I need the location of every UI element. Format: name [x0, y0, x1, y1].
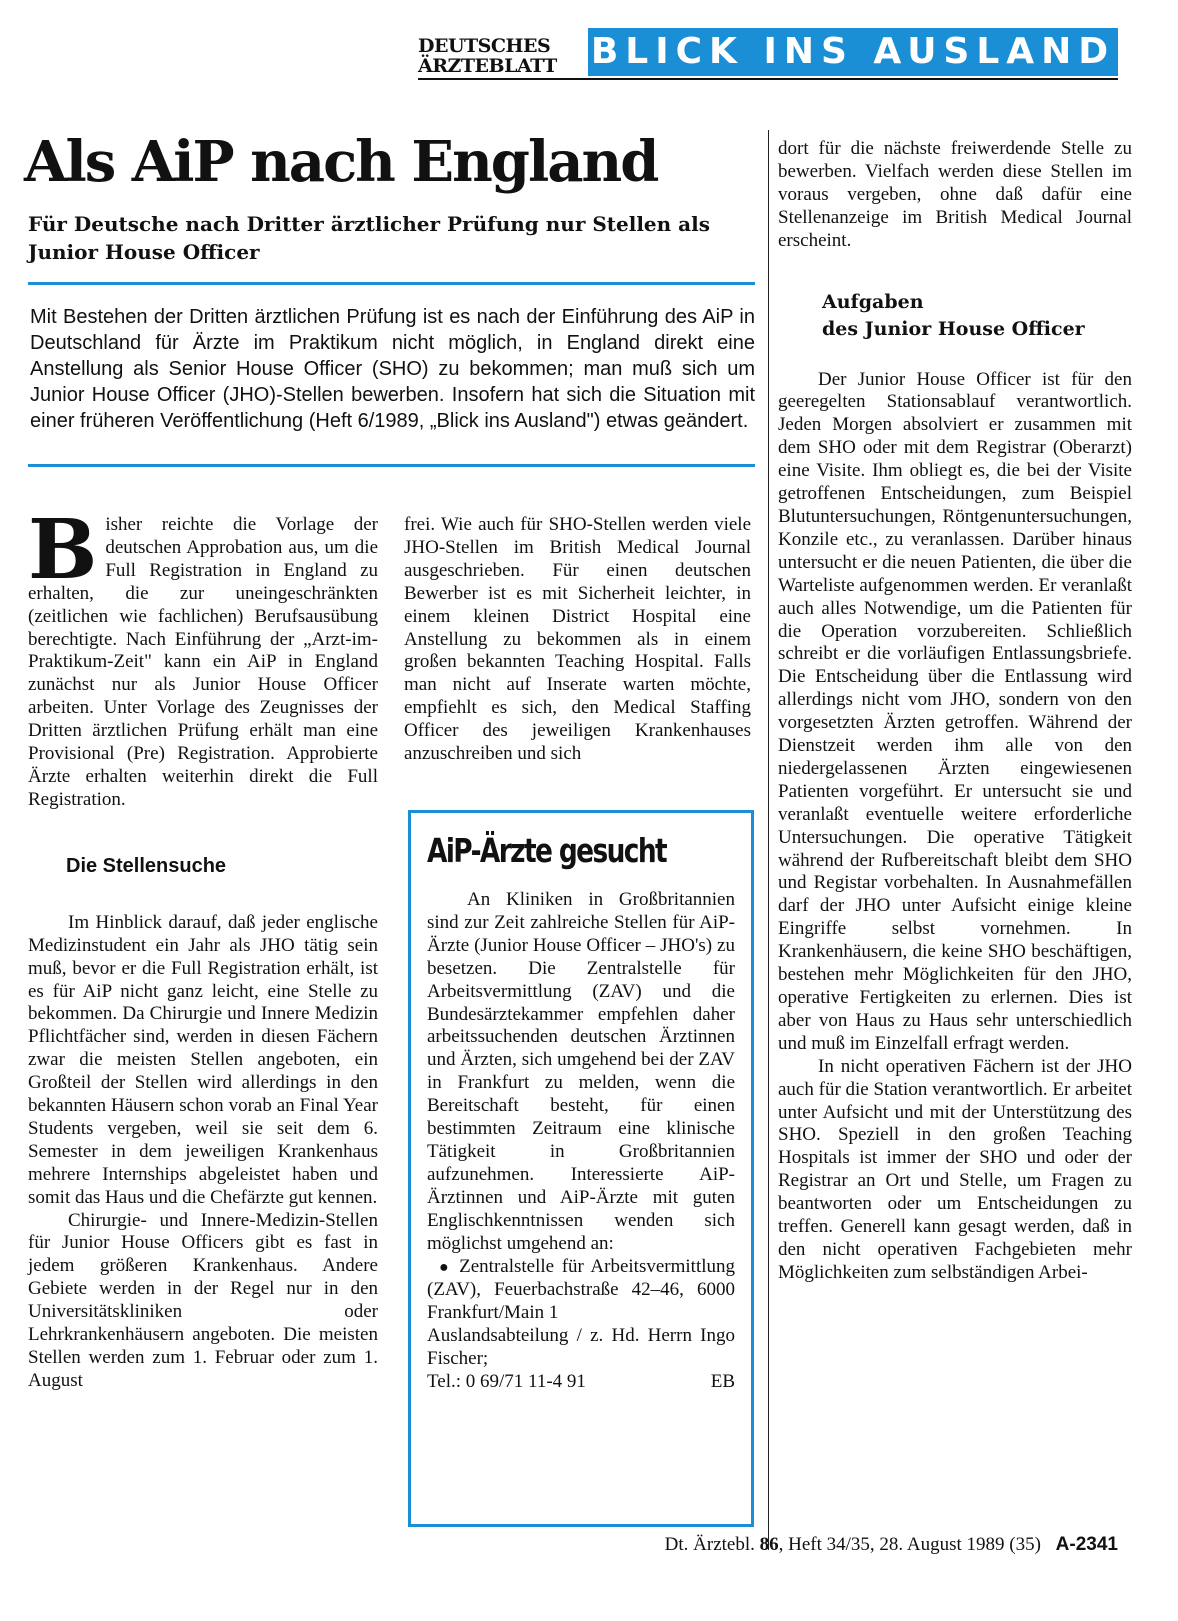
masthead-divider — [418, 78, 1118, 80]
column-3 — [778, 138, 1132, 1285]
notice-department: Auslandsabteilung / z. Hd. Herrn Ingo Fischer; — [427, 1325, 735, 1370]
paragraph-intro-text: isher reichte die Vorlage der deutschen Approbation aus, um die Full Registration in England zu erhalten, die zur uneingeschränkten (zeitlichen wie fachlichen) Berufsausübung berechtigte. Nach Einführung der „Arzt-im-Praktikum-Zeit" kann ein AiP in England zunächst nur als Junior House Officer arbeiten. Unter Vorlage des Zeugnisses der Dritten ärztlichen Prüfung erhält man eine Provisional (Pre) Registration. Approbierte Ärzte erhalten weiterhin direkt die Full Registration. — [28, 514, 378, 810]
footer-issue: , Heft 34/35, 28. August 1989 (35) — [778, 1534, 1041, 1555]
subhead-aufgaben-line2: des Junior House Officer — [822, 317, 1085, 340]
paragraph-intro — [28, 502, 378, 812]
page-footer — [0, 1534, 1118, 1556]
article-subtitle: Für Deutsche nach Dritter ärztlicher Prüfung nur Stellen als Junior House Officer — [28, 212, 710, 264]
notice-box — [408, 810, 754, 1527]
notice-phone: Tel.: 0 69/71 11-4 91 — [427, 1371, 586, 1393]
footer-journal: Dt. Ärztebl. — [664, 1534, 755, 1555]
subhead-aufgaben-line1: Aufgaben — [822, 290, 924, 313]
footer-page-number: A-2341 — [1055, 1534, 1118, 1555]
logo-line-2: ÄRZTEBLATT — [418, 55, 557, 77]
journal-logo — [418, 36, 578, 76]
footer-volume: 86 — [759, 1534, 779, 1555]
article-title: Als AiP nach England — [24, 129, 658, 195]
subhead-aufgaben — [822, 289, 1132, 343]
notice-address-text: Zentralstelle für Arbeitsvermittlung (ZAV), Feuerbachstraße 42–46, 6000 Frankfurt/Main 1 — [427, 1255, 735, 1324]
bullet-icon: ● — [439, 1258, 452, 1276]
paragraph-aufgaben: Der Junior House Officer ist für den geeregelten Stationsablauf verantwortlich. Jeden Morgen absolviert er zusammen mit dem SHO oder mit dem Registrar (Oberarzt) eine Visite. Ihm obliegt es, die bei der Visite getroffenen Entscheidungen, zum Beispiel Blutuntersuchungen, Röntgenuntersuchungen, Konzile etc., zu veranlassen. Darüber hinaus untersucht er die neuen Patienten, die über die Warteliste aufgenommen werden. Er veranlaßt auch alles Notwendige, um die Patienten für die Operation vorzubereiten. Schließlich schreibt er die vorläufigen Entlassungsbriefe. Die Entscheidung über die Entlassung wird allerdings nicht vom JHO, sondern von den vorgesetzten Ärzten getroffen. Während der Dienstzeit werden ihm alle von den niedergelassenen Ärzten eingewiesenen Patienten vorgeführt. Er untersucht sie und veranlaßt eventuelle weitere erforderliche Untersuchungen. Die operative Tätigkeit während der Rufbereitschaft bleibt dem SHO und Registar vorbehalten. In Ausnahmefällen darf der JHO unter Aufsicht einige kleine Eingriffe selbst vornehmen. In Krankenhäusern, die keine SHO beschäftigen, bestehen mehr Möglichkeiten für den JHO, operative Fertigkeiten zu erlernen. Dies ist aber von Haus zu Haus sehr unterschiedlich und muß im Einzelfall erfragt werden. — [778, 368, 1132, 1054]
article-lead: Mit Bestehen der Dritten ärztlichen Prüfung ist es nach der Einführung des AiP in Deutschland für Ärzte im Praktikum nicht möglich, in England direkt eine Anstellung als Senior House Officer (SHO) zu bekommen; man muß sich um Junior House Officer (JHO)-Stellen bewerben. Insofern hat sich die Situation mit einer früheren Veröffentlichung (Heft 6/1989, „Blick ins Ausland") etwas geändert. — [30, 306, 755, 432]
paragraph-chirurgie: Chirurgie- und Innere-Medizin-Stellen für Junior House Officers gibt es fast in jedem größeren Krankenhaus. Andere Gebiete werden in der Regel nur in den Universitätskliniken oder Lehrkrankenhäusern angeboten. Die meisten Stellen werden zum 1. Februar oder zum 1. August — [28, 1209, 378, 1391]
paragraph-continuation: frei. Wie auch für SHO-Stellen werden viele JHO-Stellen im British Medical Journal ausgeschrieben. Für einen deutschen Bewerber ist es mit Sicherheit leichter, in einem kleinen District Hospital eine Anstellung zu bekommen als in einem großen bekannten Teaching Hospital. Falls man nicht auf Inserate warten möchte, empfiehlt es sich, den Medical Staffing Officer des jeweiligen Krankenhauses anzuschreiben und sich — [404, 514, 751, 765]
paragraph-nicht-operativ: In nicht operativen Fächern ist der JHO auch für die Station verantwortlich. Er arbeitet unter Aufsicht und mit der Unterstützung des SHO. Speziell in den großen Teaching Hospitals ist immer der SHO und oder der Registrar an Ort und Stelle, um Fragen zu beantworten oder um Entscheidungen zu treffen. Generell kann gesagt werden, daß in den nicht operativen Fachgebieten mehr Möglichkeiten zum selbständigen Arbei- — [778, 1055, 1133, 1283]
column-2 — [404, 514, 751, 766]
subhead-stellensuche: Die Stellensuche — [66, 854, 227, 877]
notice-body: An Kliniken in Großbritannien sind zur Zeit zahlreiche Stellen für AiP-Ärzte (Junior House Officer – JHO's) zu besetzen. Die Zentralstelle für Arbeitsvermittlung (ZAV) und die Bundesärztekammer empfehlen daher arbeitssuchenden deutschen Ärztinnen und Ärzten, sich umgehend bei der ZAV in Frankfurt zu melden, wenn die Bereitschaft besteht, für einen bestimmten Zeitraum eine klinische Tätigkeit in Großbritannien aufzunehmen. Interessierte AiP-Ärztinnen und AiP-Ärzte mit guten Englischkenntnissen wenden sich möglichst umgehend an: — [427, 889, 735, 1254]
column-1 — [28, 502, 378, 1393]
section-banner: BLICK INS AUSLAND — [588, 28, 1118, 76]
lead-top-rule — [28, 282, 755, 285]
notice-initials: EB — [710, 1371, 735, 1393]
drop-cap: B — [28, 502, 98, 598]
paragraph-stellensuche: Im Hinblick darauf, daß jeder englische Medizinstudent ein Jahr als JHO tätig sein muß, bevor er die Full Registration erhält, ist es für AiP nicht ganz leicht, eine Stelle zu bekommen. Da Chirurgie und Innere Medizin Pflichtfächer sind, werden in diesen Fächern zwar die meisten Stellen angeboten, ein Großteil der Stellen wird allerdings in den bekannten Häusern schon vorab an Final Year Students vergeben, weil sie seit dem 6. Semester in dem jeweiligen Krankenhaus mehrere Internships abgeleistet haben und somit das Haus und die Chefärzte gut kennen. — [28, 911, 378, 1208]
notice-contact-row — [427, 1371, 735, 1394]
column-divider — [768, 130, 769, 1550]
lead-bottom-rule — [28, 464, 755, 467]
notice-title: AiP-Ärzte gesucht — [427, 831, 667, 870]
notice-address — [427, 1256, 735, 1326]
logo-line-1: DEUTSCHES — [418, 35, 551, 57]
paragraph-bewerben: dort für die nächste freiwerdende Stelle zu bewerben. Vielfach werden diese Stellen im voraus vergeben, ohne daß dafür eine Stellenanzeige im British Medical Journal erscheint. — [778, 138, 1132, 251]
